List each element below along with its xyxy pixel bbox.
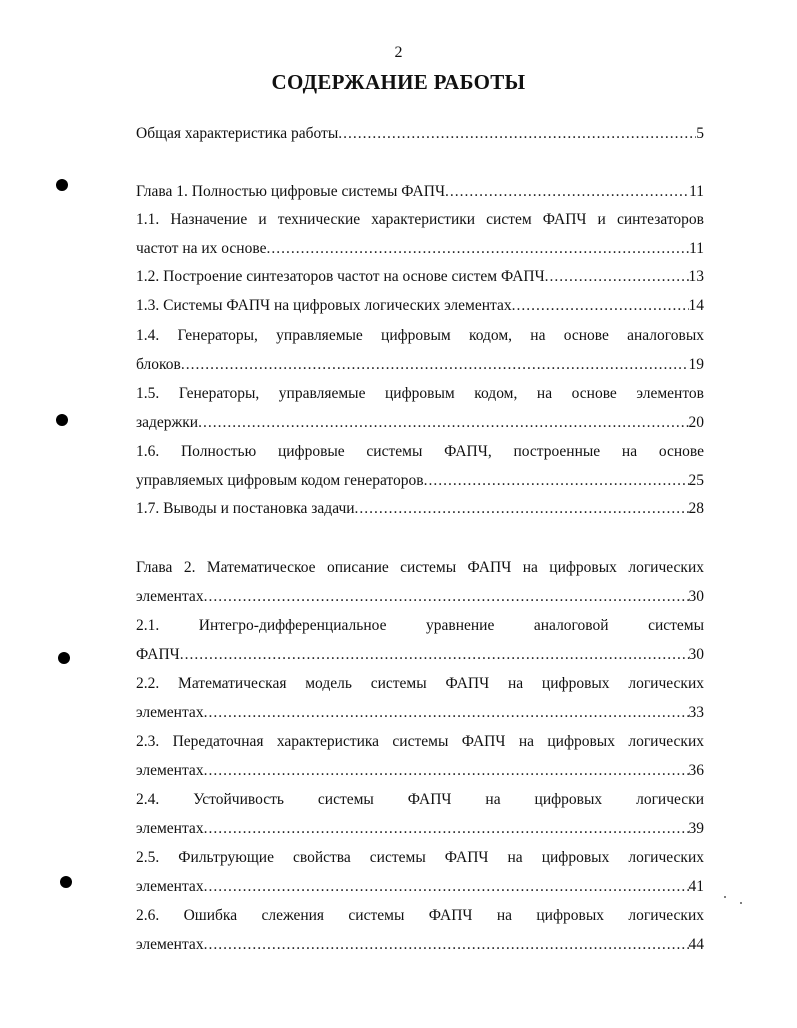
toc-entry-line: 1.6. Полностью цифровые системы ФАПЧ, построенные на основе [136,443,704,460]
toc-entry-line: 2.6. Ошибка слежения системы ФАПЧ на цифровых логических [136,907,704,924]
toc-entry: элементах ..... 30 [136,586,704,608]
toc-entry: блоков ..... 19 [136,354,704,376]
toc-entry: ФАПЧ ..... 30 [136,644,704,666]
margin-hole-mark [56,414,68,426]
toc-entry: Глава 1. Полностью цифровые системы ФАПЧ ..... 11 [136,181,704,203]
margin-hole-mark [58,652,70,664]
margin-hole-mark [56,179,68,191]
toc-entry-line: 1.4. Генераторы, управляемые цифровым кодом, на основе аналоговых [136,327,704,344]
toc-entry-line: 2.3. Передаточная характеристика системы ФАПЧ на цифровых логических [136,733,704,750]
toc-entry: 1.2. Построение синтезаторов частот на основе систем ФАПЧ ..... 13 [136,266,704,288]
toc-entry: задержки ..... 20 [136,412,704,434]
toc-entry-line: Глава 2. Математическое описание системы ФАПЧ на цифровых логических [136,559,704,576]
toc-entry: элементах ..... 36 [136,760,704,782]
margin-hole-mark [60,876,72,888]
scan-speck [740,902,742,904]
toc-entry: элементах ..... 33 [136,702,704,724]
toc-entry: Общая характеристика работы ..... 5 [136,123,704,145]
toc-entry-line: 2.2. Математическая модель системы ФАПЧ на цифровых логических [136,675,704,692]
toc-entry-line: 1.1. Назначение и технические характеристики систем ФАПЧ и синтезаторов [136,211,704,228]
toc-entry: элементах ..... 41 [136,876,704,898]
toc-entry: элементах ..... 39 [136,818,704,840]
toc-entry: управляемых цифровым кодом генераторов ..... 25 [136,470,704,492]
toc-entry: частот на их основе ..... 11 [136,238,704,260]
toc-entry-line: 2.1. Интегро-дифференциальное уравнение аналоговой системы [136,617,704,634]
page-number: 2 [394,44,403,61]
page-title: СОДЕРЖАНИЕ РАБОТЫ [271,70,526,94]
toc-entry-line: 2.5. Фильтрующие свойства системы ФАПЧ на цифровых логических [136,849,704,866]
scan-speck [724,896,726,898]
toc-entry: 1.3. Системы ФАПЧ на цифровых логических элементах ..... 14 [136,295,704,317]
toc-entry: 1.7. Выводы и постановка задачи ..... 28 [136,498,704,520]
toc-entry: элементах ..... 44 [136,934,704,956]
toc-entry-line: 2.4. Устойчивость системы ФАПЧ на цифровых логически [136,791,704,808]
toc-entry-line: 1.5. Генераторы, управляемые цифровым кодом, на основе элементов [136,385,704,402]
